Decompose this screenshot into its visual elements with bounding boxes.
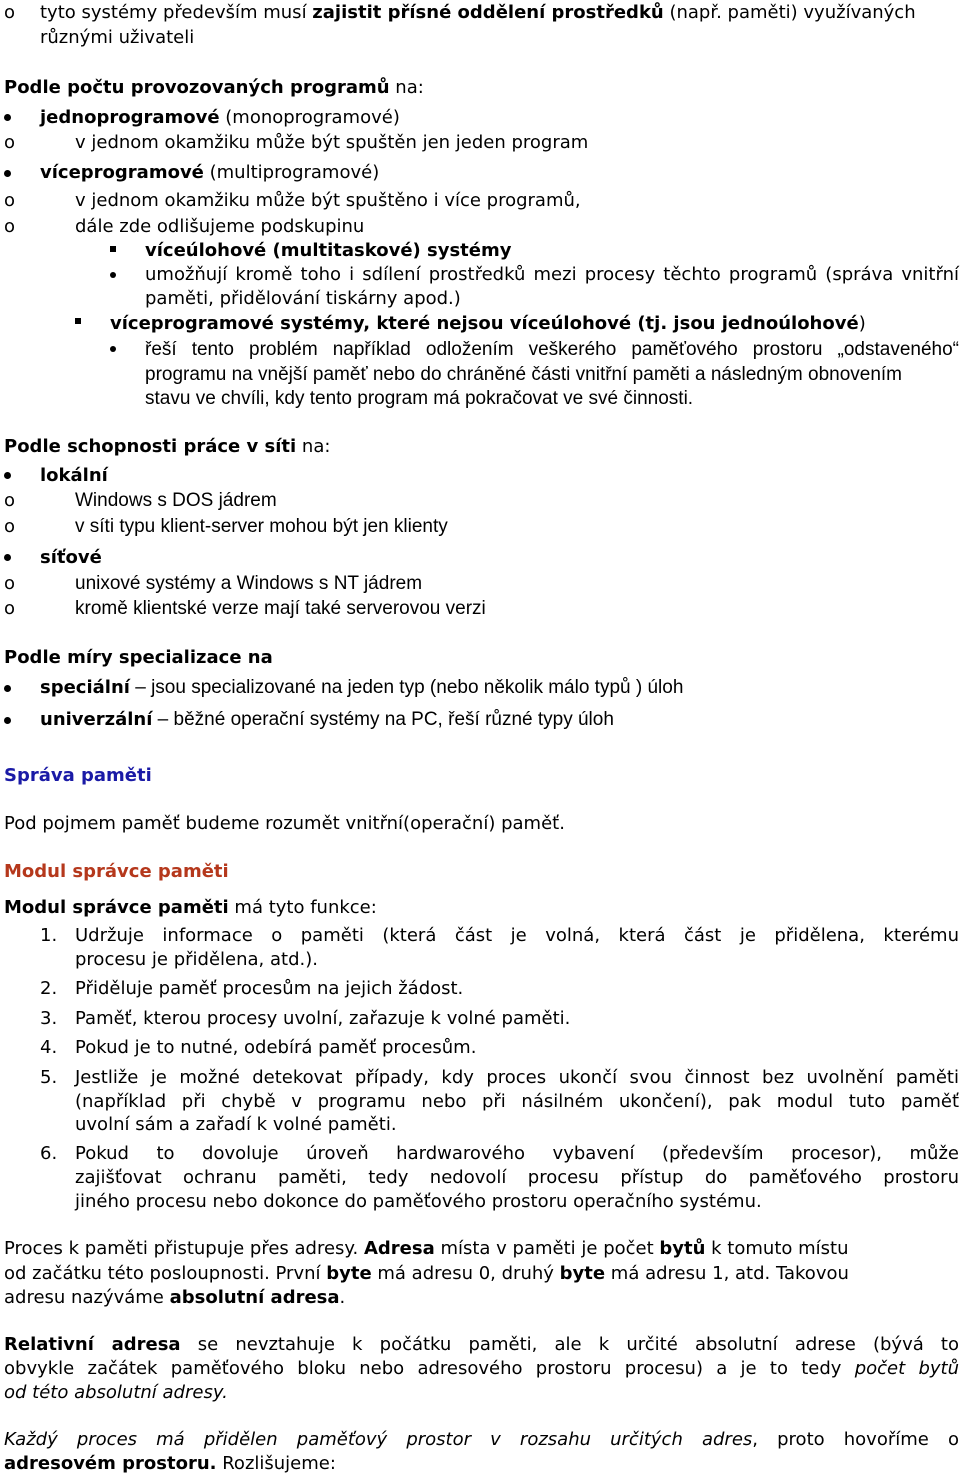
para-text: Rozlišujeme: (216, 1453, 336, 1474)
term: víceprogramové (40, 162, 204, 183)
item-mono (40, 107, 400, 129)
term: Adresa (363, 1238, 435, 1259)
multitask-desc-2: paměti, přidělování tiskárny apod.) (145, 288, 461, 309)
intro-line-1 (40, 2, 916, 24)
bullet-dot (4, 472, 11, 479)
address-paragraph-line-3 (4, 1287, 345, 1309)
intro-suffix: má tyto funkce: (228, 897, 377, 918)
sub-bullet-marker: o (4, 490, 16, 511)
bullet-dot (4, 170, 11, 177)
term: univerzální (40, 709, 153, 730)
sub-bullet-marker: o (4, 190, 16, 211)
term: jednoprogramové (40, 107, 220, 128)
local-desc-2: v síti typu klient-server mohou být jen klienty (75, 516, 448, 537)
para-text: se nevztahuje k počátku paměti, ale k určité absolutní adrese (bývá to (180, 1334, 959, 1355)
para-text: obvykle začátek paměťového bloku nebo adresového prostoru procesu) a je to tedy (4, 1358, 855, 1379)
list-item-6-line-2: zajišťovat ochranu paměti, tedy nedovolí procesu přístup do paměťového prostoru (75, 1167, 959, 1188)
term: adresovém prostoru. (4, 1453, 217, 1474)
section-title-module: Modul správce paměti (4, 861, 229, 882)
sub-bullet-marker: o (4, 573, 16, 594)
nontask-desc-3: stavu ve chvíli, kdy tento program má pokračovat ve své činnosti. (145, 388, 694, 409)
list-item-6-line-3: jiného procesu nebo dokonce do paměťového prostoru operačního systému. (75, 1191, 762, 1212)
intro-emphasis: zajistit přísné oddělení prostředků (312, 2, 664, 23)
bullet-dot (110, 272, 116, 278)
emphasis: počet bytů (854, 1358, 959, 1379)
sub-bullet-marker: o (4, 516, 16, 537)
term-note: (multiprogramové) (203, 162, 380, 183)
term-note: (monoprogramové) (219, 107, 400, 128)
term: Relativní adresa (4, 1334, 181, 1355)
section-heading-specialization: Podle míry specializace na (4, 647, 273, 668)
para-text: Proces k paměti přistupuje přes adresy. (4, 1238, 364, 1259)
list-number: 4. (40, 1037, 58, 1058)
item-multi (40, 162, 379, 184)
network-desc-2: kromě klientské verze mají také serverovou verzi (75, 598, 486, 619)
item-local: lokální (40, 465, 108, 486)
term: byte (559, 1263, 606, 1284)
mono-desc: v jednom okamžiku může být spuštěn jen jeden program (75, 132, 589, 153)
list-number: 1. (40, 925, 58, 946)
sub-bullet-marker: o (4, 216, 16, 237)
para-text: . (339, 1287, 346, 1308)
para-text: adresu nazýváme (4, 1287, 170, 1308)
heading-suffix: na: (296, 436, 331, 457)
list-number: 2. (40, 978, 58, 999)
section-heading-network (4, 436, 330, 458)
address-paragraph-line-2 (4, 1263, 849, 1285)
term: speciální (40, 677, 130, 698)
term: bytů (659, 1238, 706, 1259)
para-text: , proto hovoříme o (752, 1429, 959, 1450)
bullet-dot (110, 346, 116, 352)
para-text: má adresu 0, druhý (371, 1263, 560, 1284)
multi-desc-1: v jednom okamžiku může být spuštěno i více programů, (75, 190, 581, 211)
intro-text: tyto systémy především musí (40, 2, 313, 23)
term: byte (326, 1263, 372, 1284)
bullet-dot (4, 554, 11, 561)
item-network: síťové (40, 547, 102, 568)
para-text: má adresu 1, atd. Takovou (605, 1263, 849, 1284)
list-number: 5. (40, 1067, 58, 1088)
para-text: místa v paměti je počet (434, 1238, 660, 1259)
address-paragraph-line-1 (4, 1238, 849, 1260)
para-text: od začátku této posloupnosti. První (4, 1263, 327, 1284)
intro-line-2: různými uživateli (40, 27, 195, 48)
term: absolutní adresa (169, 1287, 340, 1308)
item-universal (40, 709, 614, 731)
address-space-line-1 (4, 1429, 959, 1451)
term: víceprogramové systémy, které nejsou víceúlohové (tj. jsou jednoúlohové (110, 313, 859, 334)
memory-definition: Pod pojmem paměť budeme rozumět vnitřní(operační) paměť. (4, 813, 565, 834)
list-item-1-line-2: procesu je přidělena, atd.). (75, 949, 318, 970)
sub-bullet-marker: o (4, 598, 16, 619)
list-item-5-line-1: Jestliže je možné detekovat případy, kdy proces ukončí svou činnost bez uvolnění paměti (75, 1067, 959, 1088)
term-desc: – jsou specializované na jeden typ (nebo několik málo typů ) úloh (129, 677, 684, 698)
intro-text: (např. paměti) využívaných (663, 2, 916, 23)
list-item-1-line-1: Udržuje informace o paměti (která část je volná, která část je přidělena, kterému (75, 925, 959, 946)
local-desc-1: Windows s DOS jádrem (75, 490, 277, 511)
sub-bullet-marker: o (4, 2, 16, 23)
network-desc-1: unixové systémy a Windows s NT jádrem (75, 573, 423, 594)
multitask-desc-1: umožňují kromě toho i sdílení prostředků mezi procesy těchto programů (správa vnitřní (145, 264, 959, 285)
heading-bold: Podle schopnosti práce v síti (4, 436, 297, 457)
list-item-5-line-3: uvolní sám a zařadí k volné paměti. (75, 1114, 397, 1135)
bullet-dot (4, 114, 11, 121)
section-title-memory: Správa paměti (4, 765, 152, 786)
list-item-3: Paměť, kterou procesy uvolní, zařazuje k volné paměti. (75, 1008, 571, 1029)
relative-paragraph-line-3: od této absolutní adresy. (4, 1382, 228, 1403)
heading-suffix: na: (389, 77, 424, 98)
bullet-dot (4, 717, 11, 724)
term-paren: ) (858, 313, 866, 334)
nontask-desc-1: řeší tento problém například odložením veškerého paměťového prostoru „odstaveného“ (145, 339, 959, 360)
list-item-4: Pokud je to nutné, odebírá paměť procesům. (75, 1037, 477, 1058)
address-space-line-2 (4, 1453, 336, 1475)
list-item-5-line-2: (například při chybě v programu nebo při násilném ukončení), pak modul tuto paměť (75, 1091, 959, 1112)
list-number: 3. (40, 1008, 58, 1029)
nontask-desc-2: programu na vnější paměť nebo do chráněné části vnitřní paměti a následným obnovením (145, 364, 903, 385)
square-bullet (75, 318, 81, 324)
list-item-2: Přiděluje paměť procesům na jejich žádost. (75, 978, 464, 999)
relative-paragraph-line-1 (4, 1334, 959, 1356)
module-functions-intro (4, 897, 377, 919)
list-number: 6. (40, 1143, 58, 1164)
heading-bold: Podle počtu provozovaných programů (4, 77, 390, 98)
relative-paragraph-line-2 (4, 1358, 959, 1380)
para-text: k tomuto místu (705, 1238, 849, 1259)
multi-desc-2: dále zde odlišujeme podskupinu (75, 216, 365, 237)
section-heading-programs (4, 77, 424, 99)
bullet-dot (4, 685, 11, 692)
item-special (40, 677, 683, 699)
emphasis: Každý proces má přidělen paměťový prostor v rozsahu určitých adres (4, 1429, 753, 1450)
term: Modul správce paměti (4, 897, 229, 918)
square-bullet (110, 246, 116, 252)
term-desc: – běžné operační systémy na PC, řeší různé typy úloh (152, 709, 614, 730)
item-multitask: víceúlohové (multitaskové) systémy (145, 240, 512, 261)
list-item-6-line-1: Pokud to dovoluje úroveň hardwarového vybavení (především procesor), může (75, 1143, 959, 1164)
item-nontask (110, 313, 866, 335)
sub-bullet-marker: o (4, 132, 16, 153)
